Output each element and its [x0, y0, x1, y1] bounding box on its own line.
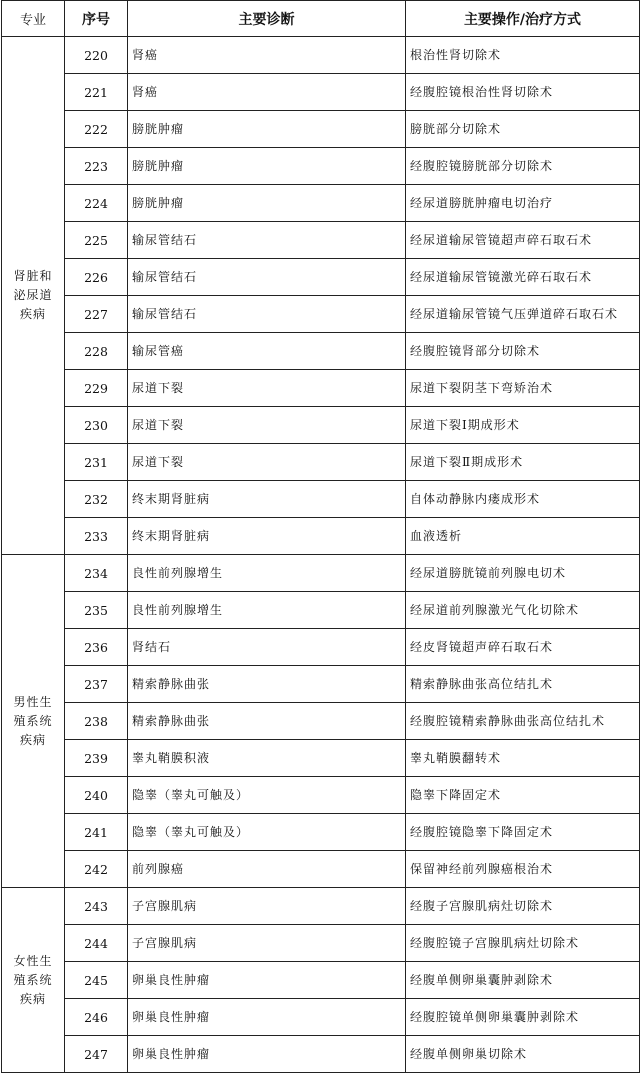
header-treatment: 主要操作/治疗方式: [406, 1, 640, 37]
diagnosis-cell: 输尿管癌: [128, 333, 406, 370]
category-line: 殖系统: [13, 713, 53, 728]
header-row: [2, 1, 640, 37]
row-number: 232: [65, 481, 128, 518]
diagnosis-cell: 卵巢良性肿瘤: [128, 999, 406, 1036]
treatment-cell: 经皮肾镜超声碎石取石术: [406, 629, 640, 666]
diagnosis-cell: 良性前列腺增生: [128, 592, 406, 629]
table-row: [2, 37, 640, 74]
treatment-cell: 精索静脉曲张高位结扎术: [406, 666, 640, 703]
diagnosis-cell: 肾癌: [128, 74, 406, 111]
row-number: 226: [65, 259, 128, 296]
table-row: [2, 888, 640, 925]
treatment-cell: 经腹腔镜单侧卵巢囊肿剥除术: [406, 999, 640, 1036]
diagnosis-cell: 肾结石: [128, 629, 406, 666]
diagnosis-cell: 膀胱肿瘤: [128, 111, 406, 148]
treatment-cell: 经腹腔镜子宫腺肌病灶切除术: [406, 925, 640, 962]
row-number: 241: [65, 814, 128, 851]
treatment-cell: 经腹腔镜根治性肾切除术: [406, 74, 640, 111]
category-line: 疾病: [19, 307, 46, 321]
category-cell: [2, 888, 65, 1073]
diagnosis-cell: 卵巢良性肿瘤: [128, 1036, 406, 1073]
treatment-cell: 经腹子宫腺肌病灶切除术: [406, 888, 640, 925]
diagnosis-cell: 隐睾（睾丸可触及）: [128, 814, 406, 851]
treatment-cell: 自体动静脉内瘘成形术: [406, 481, 640, 518]
treatment-cell: 隐睾下降固定术: [406, 777, 640, 814]
row-number: 243: [65, 888, 128, 925]
table-row: [2, 740, 640, 777]
row-number: 242: [65, 851, 128, 888]
table-row: [2, 444, 640, 481]
table-row: [2, 592, 640, 629]
treatment-cell: 经尿道膀胱镜前列腺电切术: [406, 555, 640, 592]
table-row: [2, 148, 640, 185]
category-line: 殖系统: [13, 972, 53, 987]
treatment-cell: 经腹腔镜膀胱部分切除术: [406, 148, 640, 185]
table-row: [2, 259, 640, 296]
row-number: 224: [65, 185, 128, 222]
row-number: 222: [65, 111, 128, 148]
treatment-cell: 经尿道前列腺激光气化切除术: [406, 592, 640, 629]
table-row: [2, 999, 640, 1036]
row-number: 247: [65, 1036, 128, 1073]
treatment-cell: 血液透析: [406, 518, 640, 555]
header-diagnosis: 主要诊断: [128, 1, 406, 37]
diagnosis-cell: 膀胱肿瘤: [128, 148, 406, 185]
treatment-cell: 睾丸鞘膜翻转术: [406, 740, 640, 777]
treatment-cell: 经腹单侧卵巢囊肿剥除术: [406, 962, 640, 999]
diagnosis-cell: 膀胱肿瘤: [128, 185, 406, 222]
table-row: [2, 111, 640, 148]
header-category: 专业: [2, 1, 65, 37]
table-row: [2, 481, 640, 518]
category-line: 女性生: [13, 953, 53, 968]
row-number: 228: [65, 333, 128, 370]
row-number: 236: [65, 629, 128, 666]
diagnosis-cell: 尿道下裂: [128, 370, 406, 407]
table-row: [2, 851, 640, 888]
category-cell: [2, 37, 65, 555]
treatment-cell: 经腹腔镜精索静脉曲张高位结扎术: [406, 703, 640, 740]
table-row: [2, 296, 640, 333]
row-number: 231: [65, 444, 128, 481]
table-row: [2, 1036, 640, 1073]
diagnosis-cell: 终末期肾脏病: [128, 481, 406, 518]
header-number: 序号: [65, 1, 128, 37]
table-row: [2, 222, 640, 259]
table-row: [2, 925, 640, 962]
row-number: 246: [65, 999, 128, 1036]
row-number: 235: [65, 592, 128, 629]
treatment-cell: 保留神经前列腺癌根治术: [406, 851, 640, 888]
row-number: 229: [65, 370, 128, 407]
diagnosis-cell: 精索静脉曲张: [128, 703, 406, 740]
table-row: [2, 518, 640, 555]
row-number: 225: [65, 222, 128, 259]
table-row: [2, 370, 640, 407]
row-number: 239: [65, 740, 128, 777]
diagnosis-cell: 终末期肾脏病: [128, 518, 406, 555]
row-number: 221: [65, 74, 128, 111]
treatment-cell: 经腹腔镜肾部分切除术: [406, 333, 640, 370]
diagnosis-cell: 子宫腺肌病: [128, 925, 406, 962]
diagnosis-cell: 肾癌: [128, 37, 406, 74]
table-row: [2, 666, 640, 703]
category-line: 泌尿道: [13, 288, 53, 302]
table-row: [2, 629, 640, 666]
procedure-table: [1, 0, 640, 1073]
row-number: 245: [65, 962, 128, 999]
diagnosis-cell: 隐睾（睾丸可触及）: [128, 777, 406, 814]
treatment-cell: 经腹腔镜隐睾下降固定术: [406, 814, 640, 851]
diagnosis-cell: 输尿管结石: [128, 222, 406, 259]
treatment-cell: 经尿道输尿管镜气压弹道碎石取石术: [406, 296, 640, 333]
category-line: 男性生: [13, 694, 53, 709]
table-row: [2, 962, 640, 999]
treatment-cell: 尿道下裂Ⅱ期成形术: [406, 444, 640, 481]
diagnosis-cell: 前列腺癌: [128, 851, 406, 888]
row-number: 237: [65, 666, 128, 703]
category-line: 疾病: [19, 732, 46, 747]
table-body: [2, 37, 640, 1073]
row-number: 238: [65, 703, 128, 740]
row-number: 234: [65, 555, 128, 592]
row-number: 240: [65, 777, 128, 814]
diagnosis-cell: 精索静脉曲张: [128, 666, 406, 703]
diagnosis-cell: 输尿管结石: [128, 259, 406, 296]
diagnosis-cell: 尿道下裂: [128, 444, 406, 481]
diagnosis-cell: 良性前列腺增生: [128, 555, 406, 592]
treatment-cell: 经腹单侧卵巢切除术: [406, 1036, 640, 1073]
row-number: 223: [65, 148, 128, 185]
diagnosis-cell: 睾丸鞘膜积液: [128, 740, 406, 777]
diagnosis-cell: 输尿管结石: [128, 296, 406, 333]
treatment-cell: 膀胱部分切除术: [406, 111, 640, 148]
row-number: 230: [65, 407, 128, 444]
row-number: 233: [65, 518, 128, 555]
table-row: [2, 777, 640, 814]
treatment-cell: 根治性肾切除术: [406, 37, 640, 74]
category-cell: [2, 555, 65, 888]
treatment-cell: 尿道下裂Ⅰ期成形术: [406, 407, 640, 444]
treatment-cell: 经尿道膀胱肿瘤电切治疗: [406, 185, 640, 222]
treatment-cell: 尿道下裂阴茎下弯矫治术: [406, 370, 640, 407]
row-number: 244: [65, 925, 128, 962]
table-row: [2, 185, 640, 222]
table-row: [2, 814, 640, 851]
diagnosis-cell: 尿道下裂: [128, 407, 406, 444]
category-line: 疾病: [19, 991, 46, 1006]
table-row: [2, 407, 640, 444]
table-row: [2, 333, 640, 370]
treatment-cell: 经尿道输尿管镜激光碎石取石术: [406, 259, 640, 296]
row-number: 220: [65, 37, 128, 74]
diagnosis-cell: 卵巢良性肿瘤: [128, 962, 406, 999]
treatment-cell: 经尿道输尿管镜超声碎石取石术: [406, 222, 640, 259]
diagnosis-cell: 子宫腺肌病: [128, 888, 406, 925]
table-row: [2, 74, 640, 111]
row-number: 227: [65, 296, 128, 333]
table-row: [2, 555, 640, 592]
table-row: [2, 703, 640, 740]
category-line: 肾脏和: [13, 269, 53, 283]
